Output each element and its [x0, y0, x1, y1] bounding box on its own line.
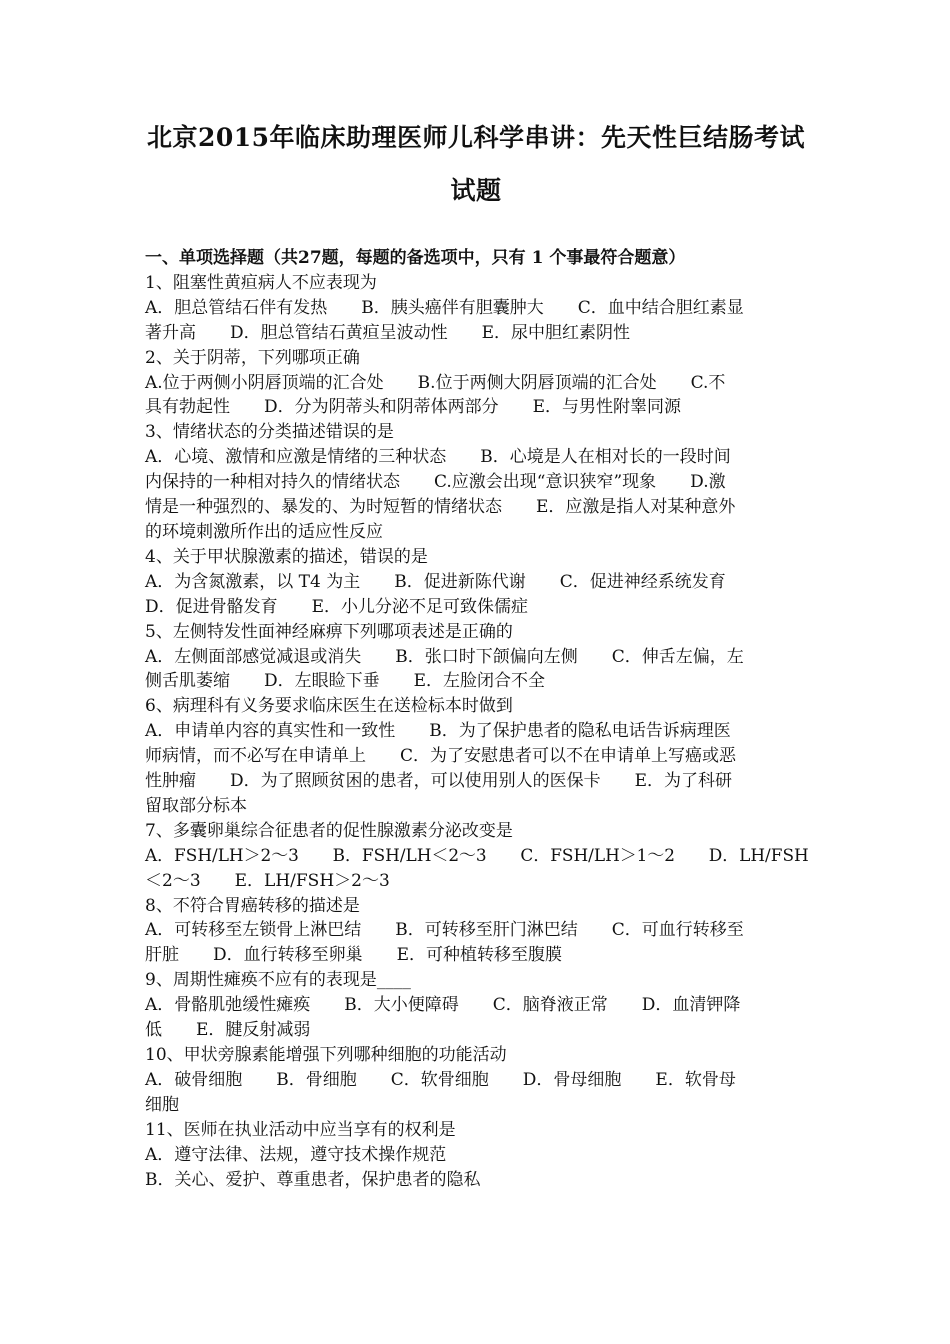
option-line: A．骨骼肌弛缓性瘫痪 B．大小便障碍 C．脑脊液正常 D．血清钾降: [145, 995, 741, 1016]
option-line: A．为含氮激素，以 T4 为主 B．促进新陈代谢 C．促进神经系统发育: [145, 571, 726, 592]
question-stem: 11、医师在执业活动中应当享有的权利是: [145, 1119, 456, 1140]
option-line: 性肿瘤 D．为了照顾贫困的患者，可以使用别人的医保卡 E．为了科研: [145, 771, 733, 792]
question-7: [145, 819, 809, 894]
question-stem: 5、左侧特发性面神经麻痹下列哪项表述是正确的: [145, 621, 513, 642]
option-line: 内保持的一种相对持久的情绪状态 C.应激会出现“意识狭窄”现象 D.激: [145, 472, 726, 493]
option-line: 肝脏 D．血行转移至卵巢 E．可种植转移至腹膜: [145, 945, 563, 966]
question-stem: 6、病理科有义务要求临床医生在送检标本时做到: [145, 696, 513, 717]
option-line: A．破骨细胞 B．骨细胞 C．软骨细胞 D．骨母细胞 E．软骨母: [145, 1069, 736, 1090]
option-line: A．FSH/LH＞2～3 B．FSH/LH＜2～3 C．FSH/LH＞1～2 D．LH/FSH: [145, 845, 809, 866]
option-line: A.位于两侧小阴唇顶端的汇合处 B.位于两侧大阴唇顶端的汇合处 C.不: [145, 372, 726, 393]
option-line: 侧舌肌萎缩 D．左眼睑下垂 E．左脸闭合不全: [145, 671, 546, 692]
option-line: 师病情，而不必写在申请单上 C．为了安慰患者可以不在申请单上写癌或恶: [145, 746, 737, 767]
question-3: [145, 420, 809, 545]
question-stem: 7、多囊卵巢综合征患者的促性腺激素分泌改变是: [145, 820, 513, 841]
document-body: [145, 246, 809, 1192]
question-stem: 1、阻塞性黄疸病人不应表现为: [145, 272, 377, 293]
question-1: [145, 271, 809, 346]
document-title-line-1: 北京2015年临床助理医师儿科学串讲：先天性巨结肠考试: [146, 123, 806, 152]
option-line: 的环境刺激所作出的适应性反应: [145, 521, 383, 542]
question-stem: 3、情绪状态的分类描述错误的是: [145, 422, 394, 443]
option-line: A．左侧面部感觉减退或消失 B．张口时下颌偏向左侧 C．伸舌左偏，左: [145, 646, 744, 667]
question-stem: 8、不符合胃癌转移的描述是: [145, 895, 360, 916]
option-line: 情是一种强烈的、暴发的、为时短暂的情绪状态 E．应激是指人对某种意外: [145, 497, 736, 518]
document-title-line-2: 试题: [450, 176, 502, 205]
option-line: ＜2～3 E．LH/FSH＞2～3: [145, 870, 390, 891]
question-6: [145, 694, 809, 819]
question-stem: 4、关于甲状腺激素的描述，错误的是: [145, 546, 428, 567]
option-line: 著升高 D．胆总管结石黄疸呈波动性 E．尿中胆红素阴性: [145, 322, 631, 343]
option-line: 具有勃起性 D．分为阴蒂头和阴蒂体两部分 E．与男性附睾同源: [145, 397, 682, 418]
option-line: A．胆总管结石伴有发热 B．胰头癌伴有胆囊肿大 C．血中结合胆红素显: [145, 297, 744, 318]
option-line: D．促进骨骼发育 E．小儿分泌不足可致侏儒症: [145, 596, 529, 617]
option-line: B．关心、爱护、尊重患者，保护患者的隐私: [145, 1169, 481, 1190]
question-stem: 9、周期性瘫痪不应有的表现是____: [145, 970, 411, 991]
question-8: [145, 894, 809, 969]
question-stem: 10、甲状旁腺素能增强下列哪种细胞的功能活动: [145, 1045, 507, 1065]
question-5: [145, 620, 809, 695]
question-stem: 2、关于阴蒂，下列哪项正确: [145, 347, 360, 368]
question-11: [145, 1118, 809, 1193]
question-2: [145, 346, 809, 421]
question-10: [145, 1043, 809, 1118]
option-line: 低 E．腱反射减弱: [145, 1020, 311, 1041]
section-heading: 一、单项选择题（共27题，每题的备选项中，只有 1 个事最符合题意）: [145, 248, 686, 268]
option-line: A．心境、激情和应激是情绪的三种状态 B．心境是人在相对长的一段时间: [145, 447, 731, 468]
option-line: A．可转移至左锁骨上淋巴结 B．可转移至肝门淋巴结 C．可血行转移至: [145, 920, 744, 941]
option-line: A．遵守法律、法规，遵守技术操作规范: [145, 1144, 447, 1165]
option-line: A．申请单内容的真实性和一致性 B．为了保护患者的隐私电话告诉病理医: [145, 721, 731, 742]
question-4: [145, 545, 809, 620]
option-line: 细胞: [145, 1094, 179, 1115]
option-line: 留取部分标本: [145, 795, 247, 816]
question-9: [145, 968, 809, 1043]
